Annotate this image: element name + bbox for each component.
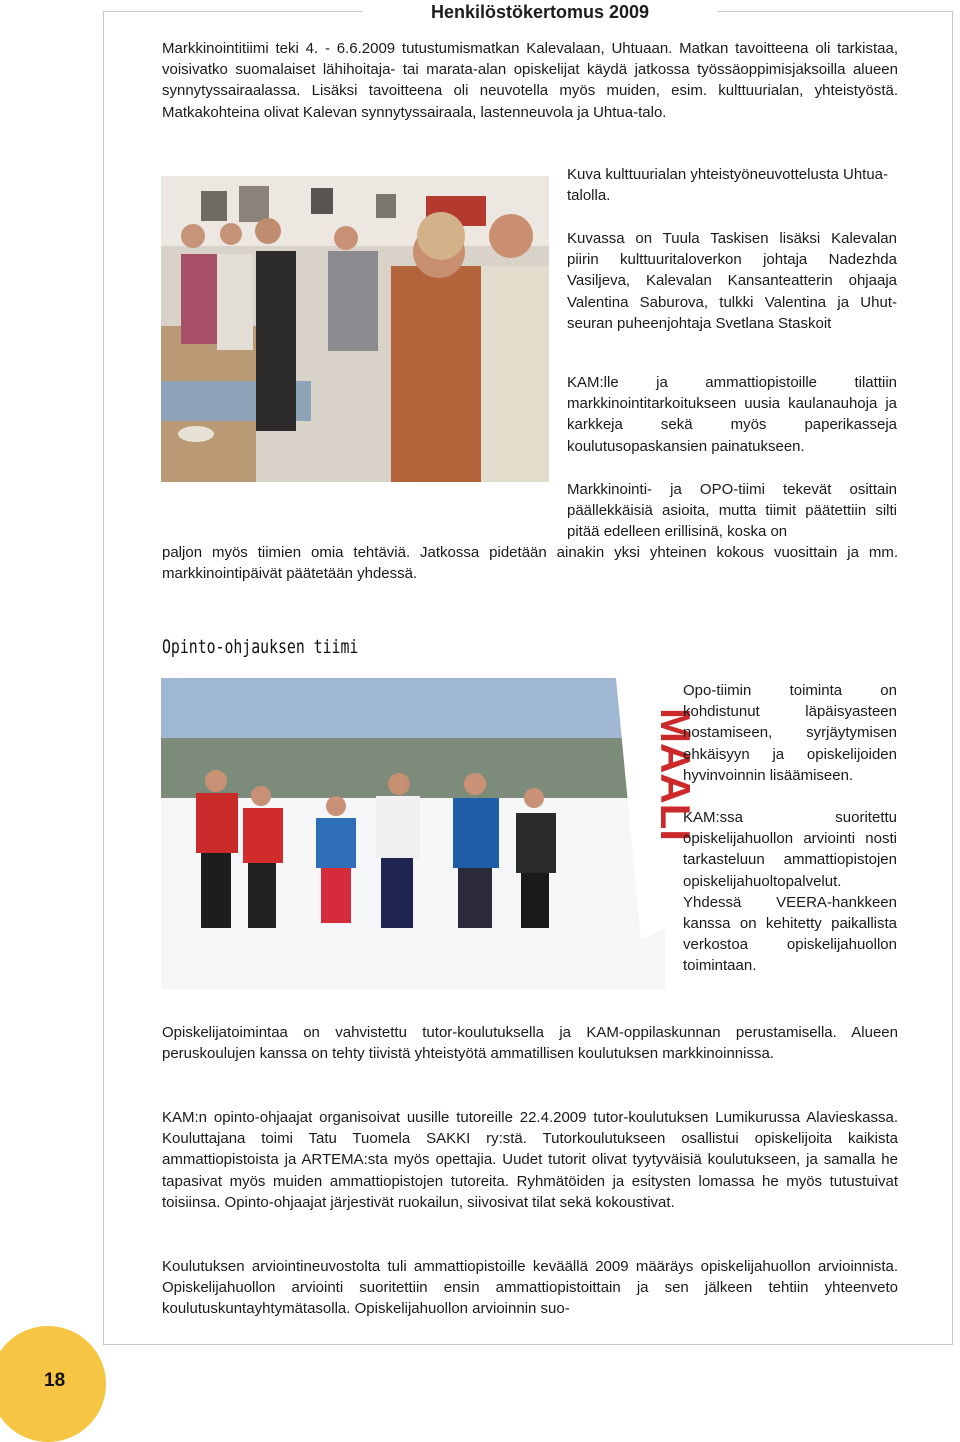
page-number: 18 <box>44 1370 66 1391</box>
ski-photo <box>161 678 699 989</box>
section-heading: Opinto-ohjauksen tiimi <box>162 636 359 658</box>
marketing-paragraph-part1: Markkinointi- ja OPO-tiimi tekevät osittain päällekkäisiä asioita, mutta tiimit päätettiin silti pitää edelleen erillisinä, koska on <box>567 481 897 541</box>
intro-paragraph: Markkinointitiimi teki 4. - 6.6.2009 tutustumismatkan Kalevalaan, Uhtuaan. Matkan tavoitteena oli tarkistaa, voisivatko suomalaiset lähihoitaja- tai marata-alan opiskelijat käydä jatkossa työssäoppimisjaksoilla alueen synnytyssairaalassa. Lisäksi tavoitteena oli neuvotella myös muiden, esim. kulttuurialan, yhteistyöstä. Matkakohteina olivat Kalevan synnytyssairaala, lastenneuvola ja Uhtua-talo. <box>162 40 898 121</box>
opo-paragraph-2: KAM:n opinto-ohjaajat organisoivat uusille tutoreille 22.4.2009 tutor-koulutuksen Lumikurussa Alavieskassa. Kouluttajana toimi Tatu Tuomela SAKKI ry:stä. Tutorkoulutukseen osallistui opiskelijoita kaikista ammattiopistoista ja ARTEMA:sta myös opettajia. Uudet tutorit olivat tyytyväisiä koulutukseen, ja samalla he tapasivat myös muiden ammattiopistojen tutoreita. Ryhmätöiden ja esitysten lomassa he myös tutustuivat toisiinsa. Opinto-ohjaajat järjestivät ruokailun, siivosivat tilat sekä kokoustivat. <box>162 1109 898 1211</box>
finish-sign-text: MAALI <box>652 708 699 841</box>
meeting-photo <box>161 176 549 482</box>
kam-supplies-paragraph: KAM:lle ja ammattiopistoille tilattiin markkinointitarkoitukseen uusia kaulanauhoja ja karkkeja sekä myös paperikasseja koulutusopaskansien painatukseen. <box>567 374 897 455</box>
page-header: Henkilöstökertomus 2009 <box>362 2 718 23</box>
page-number-badge <box>0 1326 106 1442</box>
opo-side-paragraph-1: Opo-tiimin toiminta on kohdistunut läpäisyasteen nostamiseen, syrjäytymisen ehkäisyyn ja opiskelijoiden hyvinvoinnin lisäämiseen. <box>683 682 897 784</box>
opo-paragraph-3: Koulutuksen arviointineuvostolta tuli ammattiopistoille keväällä 2009 määräys opiskelijahuollon arvioinnista. Opiskelijahuollon arviointi suoritettiin ensin ammattiopistoittain ja sen jälkeen tehtiin yhteenveto koulutuskuntayhtymätasolla. Opiskelijahuollon arvioinnin suo- <box>162 1258 898 1318</box>
photo1-caption: Kuva kulttuurialan yhteistyöneuvottelusta Uhtua-talolla. <box>567 166 889 205</box>
opo-side-paragraph-2: KAM:ssa suoritettu opiskelijahuollon arviointi nosti tarkasteluun ammattiopistojen opiskelijahuoltopalvelut. Yhdessä VEERA-hankkeen kanssa on kehitetty paikallista verkostoa opiskelijahuollon toimintaan. <box>683 809 897 975</box>
photo1-description: Kuvassa on Tuula Taskisen lisäksi Kalevalan piirin kulttuuritaloverkon johtaja Nadezhda Vasiljeva, Kalevalan Kansanteatterin ohjaaja Valentina Saburova, tulkki Valentina ja Uhut-seuran puheenjohtaja Svetlana Staskoit <box>567 230 897 332</box>
opo-paragraph-1: Opiskelijatoimintaa on vahvistettu tutor-koulutuksella ja KAM-oppilaskunnan perustamisella. Alueen peruskoulujen kanssa on tehty tiivistä yhteistyötä ammatillisen koulutuksen markkinoinnissa. <box>162 1024 898 1063</box>
marketing-paragraph-part2: paljon myös tiimien omia tehtäviä. Jatkossa pidetään ainakin yksi yhteinen kokous vuosittain ja mm. markkinointipäivät päätetään yhdessä. <box>162 544 898 583</box>
